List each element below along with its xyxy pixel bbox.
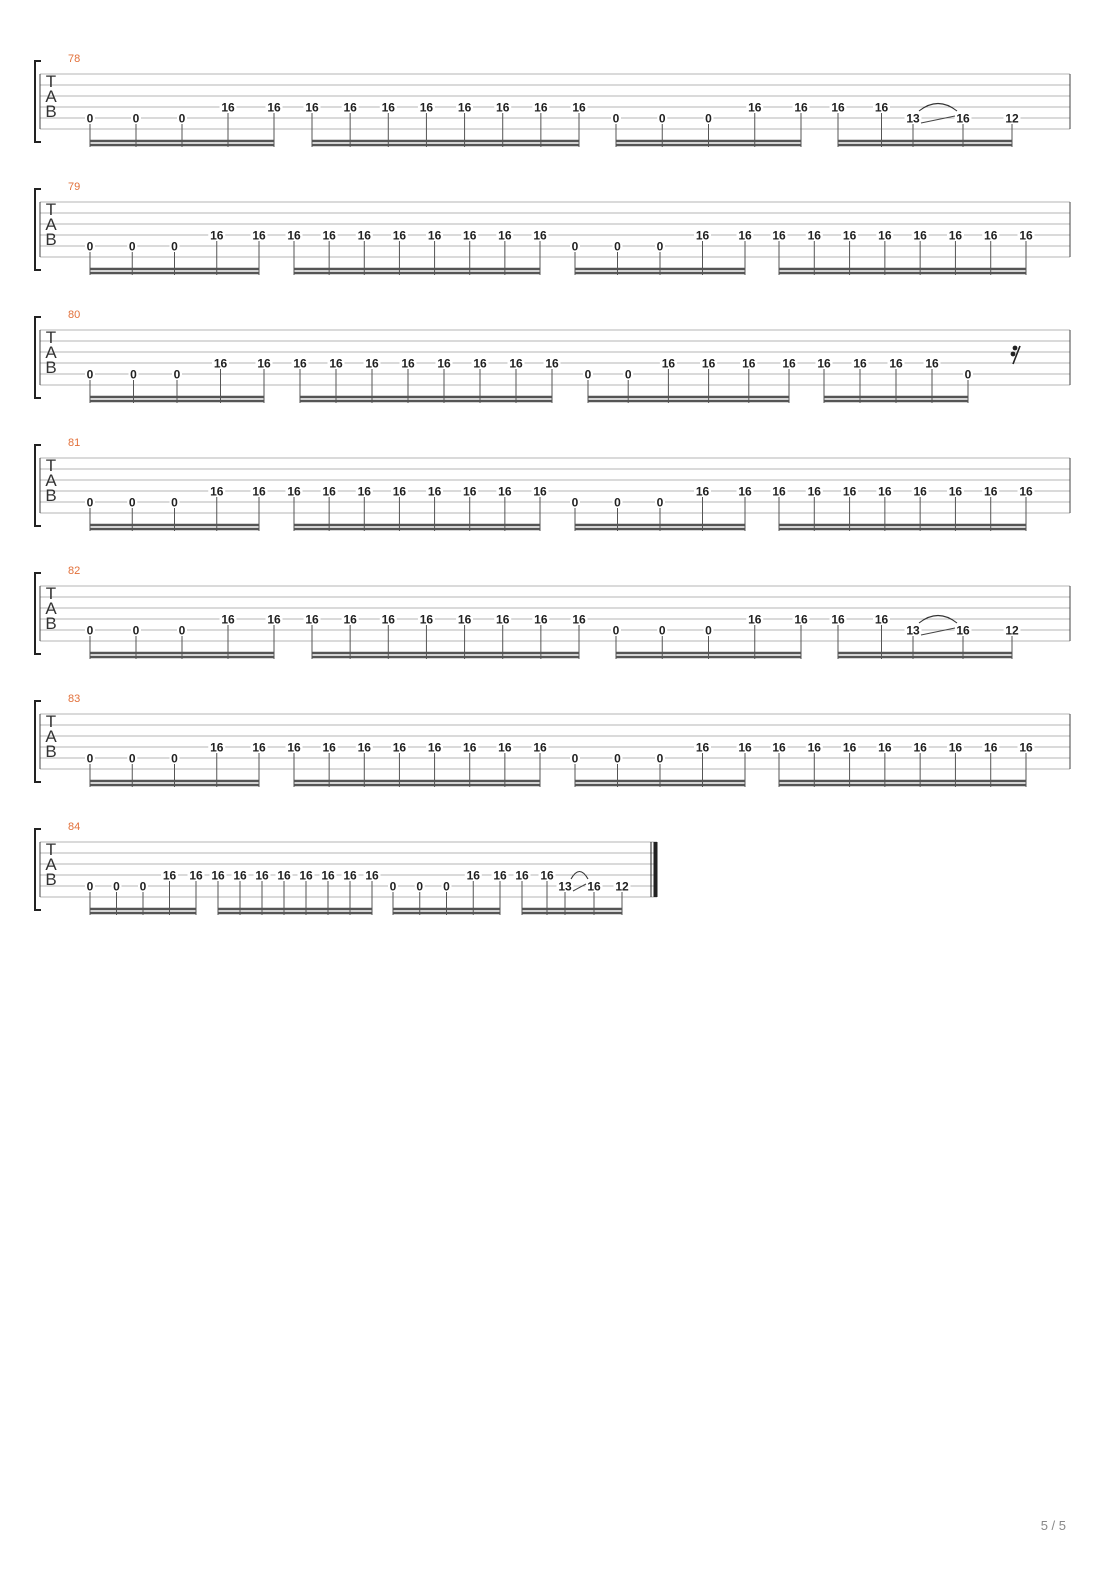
fret-number: 16 [189,868,203,883]
tab-clef-letter: T [45,712,57,731]
fret-number: 16 [1019,228,1033,243]
fret-number: 16 [252,740,266,755]
fret-number: 16 [984,484,998,499]
fret-number: 16 [925,356,939,371]
fret-number: 16 [329,356,343,371]
fret-number: 16 [572,100,586,115]
tab-clef-letter: B [45,486,57,505]
fret-number: 0 [173,367,181,382]
fret-number: 16 [357,484,371,499]
tab-clef-letter: B [45,102,57,121]
fret-number: 0 [86,879,94,894]
fret-number: 16 [305,100,319,115]
fret-number: 16 [956,111,970,126]
fret-number: 16 [956,623,970,638]
fret-number: 16 [221,612,235,627]
fret-number: 16 [267,612,281,627]
fret-number: 16 [365,868,379,883]
fret-number: 16 [738,484,752,499]
fret-number: 12 [1005,623,1019,638]
fret-number: 16 [496,100,510,115]
fret-number: 0 [86,623,94,638]
rest-dot [1011,352,1016,357]
fret-number: 16 [889,356,903,371]
fret-number: 16 [878,228,892,243]
tab-clef-letter: T [45,72,57,91]
fret-number: 16 [213,356,228,371]
fret-number: 16 [381,100,395,115]
fret-number: 16 [1019,740,1033,755]
fret-number: 0 [624,367,632,382]
tab-clef-letter: A [45,87,57,106]
fret-number: 16 [321,868,335,883]
fret-number: 16 [419,612,434,627]
fret-number: 16 [252,228,266,243]
fret-number: 16 [913,228,927,243]
fret-number: 16 [267,100,281,115]
fret-number: 0 [656,751,664,766]
fret-number: 16 [948,740,963,755]
fret-number: 16 [984,740,998,755]
fret-number: 16 [427,740,442,755]
fret-number: 16 [343,868,357,883]
fret-number: 0 [113,879,120,894]
fret-number: 16 [427,484,442,499]
fret-number: 0 [614,495,621,510]
fret-number: 0 [86,111,94,126]
fret-number: 16 [463,228,477,243]
fret-number: 0 [656,495,664,510]
fret-number: 16 [842,484,857,499]
fret-number: 16 [738,228,752,243]
fret-number: 16 [533,484,547,499]
fret-number: 16 [807,740,821,755]
bar-number: 79 [68,181,81,193]
fret-number: 16 [162,868,177,883]
fret-number: 16 [794,100,808,115]
fret-number: 0 [705,111,712,126]
fret-number: 16 [738,740,752,755]
fret-number: 16 [772,740,786,755]
fret-number: 0 [443,879,450,894]
fret-number: 16 [392,228,407,243]
rest-dot [1013,346,1018,351]
fret-number: 16 [842,740,857,755]
fret-number: 0 [571,751,579,766]
fret-number: 16 [211,868,225,883]
bar-number: 84 [68,821,81,833]
fret-number: 16 [457,612,472,627]
fret-number: 16 [782,356,796,371]
fret-number: 16 [948,228,963,243]
fret-number: 16 [252,484,266,499]
bar-number: 80 [68,309,81,321]
fret-number: 16 [742,356,756,371]
fret-number: 16 [498,740,512,755]
slide-line [573,884,586,891]
fret-number: 0 [612,111,620,126]
fret-number: 16 [515,868,529,883]
fret-number: 0 [171,751,178,766]
fret-number: 0 [128,751,136,766]
fret-number: 16 [221,100,235,115]
fret-number: 0 [86,751,94,766]
tab-clef-letter: A [45,471,57,490]
fret-number: 16 [695,228,710,243]
fret-number: 16 [233,868,247,883]
fret-number: 16 [322,740,336,755]
fret-number: 16 [748,612,762,627]
fret-number: 16 [695,484,710,499]
fret-number: 16 [255,868,269,883]
tab-clef-letter: A [45,343,57,362]
fret-number: 16 [540,868,554,883]
tab-clef-letter: T [45,840,57,859]
fret-number: 16 [210,228,224,243]
fret-number: 16 [695,740,710,755]
fret-number: 16 [287,228,301,243]
fret-number: 16 [817,356,831,371]
fret-number: 16 [874,612,889,627]
tab-clef-letter: A [45,855,57,874]
slide-line [921,628,955,635]
fret-number: 16 [587,879,601,894]
fret-number: 16 [878,484,892,499]
fret-number: 16 [322,484,336,499]
slide-line [921,116,955,123]
fret-number: 0 [612,623,620,638]
fret-number: 0 [139,879,147,894]
fret-number: 16 [1019,484,1033,499]
fret-number: 0 [86,495,94,510]
fret-number: 0 [171,239,178,254]
fret-number: 0 [389,879,397,894]
fret-number: 0 [658,111,666,126]
fret-number: 0 [571,239,579,254]
fret-number: 16 [463,740,477,755]
tab-clef-letter: B [45,230,57,249]
fret-number: 16 [807,484,821,499]
fret-number: 16 [533,740,547,755]
fret-number: 16 [496,612,510,627]
fret-number: 16 [948,484,963,499]
fret-number: 16 [457,100,472,115]
fret-number: 16 [853,356,867,371]
fret-number: 16 [842,228,857,243]
fret-number: 0 [130,367,137,382]
fret-number: 0 [171,495,178,510]
fret-number: 16 [287,740,301,755]
tab-clef-letter: T [45,328,57,347]
fret-number: 16 [794,612,808,627]
fret-number: 16 [257,356,271,371]
fret-number: 0 [571,495,579,510]
fret-number: 0 [132,623,140,638]
fret-number: 0 [614,751,621,766]
fret-number: 16 [701,356,716,371]
fret-number: 16 [299,868,313,883]
fret-number: 16 [343,612,357,627]
fret-number: 16 [913,740,927,755]
tab-clef-letter: B [45,870,57,889]
fret-number: 0 [416,879,424,894]
fret-number: 16 [534,612,548,627]
fret-number: 0 [128,239,136,254]
fret-number: 16 [772,228,786,243]
fret-number: 16 [498,228,512,243]
fret-number: 16 [305,612,319,627]
tab-clef-letter: T [45,200,57,219]
fret-number: 16 [427,228,442,243]
fret-number: 16 [365,356,379,371]
fret-number: 0 [658,623,666,638]
fret-number: 0 [178,623,186,638]
tab-clef-letter: B [45,614,57,633]
fret-number: 16 [572,612,586,627]
fret-number: 16 [357,228,371,243]
fret-number: 16 [381,612,395,627]
fret-number: 16 [287,484,301,499]
fret-number: 16 [343,100,357,115]
fret-number: 12 [1005,111,1019,126]
fret-number: 16 [772,484,786,499]
fret-number: 13 [906,111,920,126]
fret-number: 16 [277,868,291,883]
fret-number: 0 [705,623,712,638]
fret-number: 0 [614,239,621,254]
page-number: 5 / 5 [1040,1518,1066,1533]
fret-number: 16 [748,100,762,115]
fret-number: 12 [615,879,629,894]
fret-number: 16 [357,740,371,755]
tab-clef-letter: B [45,358,57,377]
fret-number: 16 [545,356,559,371]
fret-number: 16 [392,484,407,499]
fret-number: 16 [534,100,548,115]
fret-number: 16 [807,228,821,243]
fret-number: 0 [584,367,592,382]
fret-number: 16 [210,740,224,755]
fret-number: 13 [558,879,572,894]
fret-number: 16 [463,484,477,499]
fret-number: 16 [392,740,407,755]
bar-number: 81 [68,437,81,449]
fret-number: 0 [86,367,94,382]
fret-number: 16 [913,484,927,499]
fret-number: 16 [466,868,480,883]
fret-number: 16 [498,484,512,499]
fret-number: 16 [661,356,676,371]
fret-number: 0 [178,111,186,126]
fret-number: 16 [473,356,487,371]
bar-number: 83 [68,693,81,705]
tab-clef-letter: A [45,599,57,618]
fret-number: 0 [656,239,664,254]
tab-clef-letter: T [45,584,57,603]
fret-number: 16 [831,612,845,627]
fret-number: 16 [874,100,889,115]
fret-number: 16 [293,356,307,371]
tab-clef-letter: A [45,727,57,746]
bar-number: 78 [68,53,81,65]
fret-number: 16 [322,228,336,243]
fret-number: 0 [132,111,140,126]
fret-number: 16 [533,228,547,243]
tab-clef-letter: A [45,215,57,234]
fret-number: 16 [419,100,434,115]
fret-number: 0 [86,239,94,254]
fret-number: 16 [401,356,415,371]
fret-number: 0 [964,367,972,382]
tab-clef-letter: T [45,456,57,475]
fret-number: 16 [437,356,451,371]
fret-number: 0 [128,495,136,510]
bar-number: 82 [68,565,81,577]
fret-number: 16 [878,740,892,755]
fret-number: 16 [831,100,845,115]
fret-number: 16 [509,356,523,371]
fret-number: 16 [493,868,507,883]
fret-number: 16 [984,228,998,243]
tab-clef-letter: B [45,742,57,761]
fret-number: 13 [906,623,920,638]
fret-number: 16 [210,484,224,499]
